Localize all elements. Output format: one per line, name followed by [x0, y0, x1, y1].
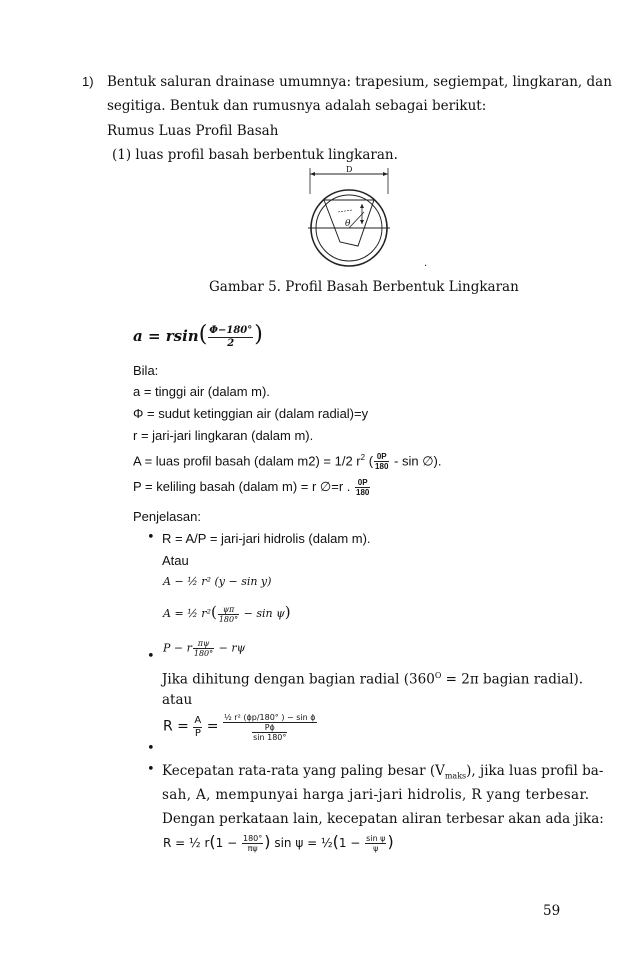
- subheading: Rumus Luas Profil Basah: [107, 123, 279, 139]
- bullet-4-line2: sah, A, mempunyai harga jari-jari hidrolis, R yang terbesar.: [162, 787, 590, 803]
- item1-line2: segitiga. Bentuk dan rumusnya adalah sebagai berikut:: [107, 98, 487, 114]
- figure-caption: Gambar 5. Profil Basah Berbentuk Lingkaran: [209, 279, 519, 295]
- bullet-1-text: R = A/P = jari-jari hidrolis (dalam m).: [162, 531, 371, 546]
- radial-text-main: Jika dihitung dengan bagian radial (360: [162, 671, 435, 688]
- formula-a-num: Φ−180°: [209, 324, 253, 336]
- bullet-4-sub: maks: [444, 771, 467, 781]
- def-A-num: 0P: [374, 452, 389, 462]
- eq-5-b: sin ψ = ½: [274, 836, 333, 850]
- sub-item-1: (1) luas profil basah berbentuk lingkaran.: [112, 147, 398, 163]
- def-P-num: 0P: [355, 478, 370, 488]
- eq-5-den2: ψ: [373, 844, 379, 853]
- angle-label: θ: [345, 219, 351, 229]
- radial-sup: O: [434, 671, 442, 680]
- eq-4-bot-num: Pϕ: [252, 723, 287, 733]
- eq-4-bot-den: sin 180°: [253, 733, 287, 742]
- def-A-tail: - sin ∅).: [394, 453, 442, 469]
- bullet-3: •: [147, 741, 155, 756]
- atau-1: Atau: [162, 553, 189, 568]
- def-P-den: 180: [356, 488, 370, 498]
- bullet-4-line1-a: Kecepatan rata-rata yang paling besar (V: [162, 763, 445, 779]
- eq-2-lhs: A = ½ r²: [163, 607, 211, 620]
- eq-5: R = ½ r(1 − $\frac{180^\circ}{\pi\psi}$ ) sin ψ = ½(1 − $\frac{\text{sin ψ}}{\psi}$ ): [163, 832, 394, 853]
- eq-3-num: πψ: [193, 639, 214, 649]
- bullet-4-line1: [162, 762, 603, 786]
- radial-text: [162, 667, 583, 689]
- bullet-1: •: [147, 530, 155, 545]
- radial-tail: = 2π bagian radial).: [445, 671, 584, 688]
- def-A-text: A = luas profil basah (dalam m2) = 1/2 r: [133, 453, 361, 469]
- eq-5-a: R = ½ r: [163, 836, 210, 850]
- atau-2: atau: [162, 692, 193, 708]
- formula-a: a = rsin( $\frac{\Phi-180^\circ}{2}$ ): [133, 322, 263, 349]
- eq-2-num: ψπ: [218, 605, 239, 615]
- def-A: [133, 449, 441, 471]
- def-A-open: (: [368, 453, 374, 469]
- eq-1: A − ½ r² (y − sin y): [163, 575, 272, 588]
- formula-a-den: 2: [227, 337, 235, 349]
- bullet-2: •: [147, 649, 155, 664]
- eq-3: [163, 639, 245, 658]
- figure-dot: .: [424, 258, 428, 269]
- bullet-4-line3: Dengan perkataan lain, kecepatan aliran terbesar akan ada jika:: [162, 811, 604, 827]
- penjelasan-title: Penjelasan:: [133, 509, 201, 524]
- formula-a-lhs: a = rsin: [133, 327, 199, 345]
- item1-line1: Bentuk saluran drainase umumnya: trapesium, segiempat, lingkaran, dan: [107, 74, 612, 90]
- def-r: r = jari-jari lingkaran (dalam m).: [133, 428, 314, 443]
- eq-2-den: 180°: [218, 614, 239, 624]
- diameter-label: D: [346, 165, 353, 174]
- eq-4: R = $\frac{A}{P}$ = $\frac{\text{½ r² (ϕp/180° ) − sin ϕ}}{\frac{P\phi}{\sin 180^\circ}}$: [163, 713, 316, 742]
- def-P-text: P = keliling basah (dalam m) = r ∅=r .: [133, 479, 351, 494]
- eq-2: A = ½ r²( $\frac{\psi\pi}{180^\circ}$ − sin ψ): [163, 603, 291, 624]
- eq-4-top: ½ r² (ϕp/180° ) − sin ϕ: [224, 713, 316, 722]
- bullet-4: •: [147, 762, 155, 777]
- page-number: 59: [543, 903, 561, 919]
- list-number: 1): [82, 74, 94, 89]
- eq-4-P: P: [194, 728, 201, 739]
- eq-3-den: 180°: [193, 649, 214, 658]
- eq-5-num1: 180°: [242, 834, 263, 843]
- def-P: [133, 478, 371, 497]
- def-a: a = tinggi air (dalam m).: [133, 384, 270, 399]
- def-A-sup: 2: [360, 453, 366, 462]
- eq-5-den1: πψ: [247, 844, 258, 853]
- eq-3-lhs: P − r: [163, 641, 192, 655]
- def-A-den: 180: [375, 462, 389, 472]
- def-phi: Φ = sudut ketinggian air (dalam radial)=y: [133, 406, 369, 421]
- eq-4-lhs: R =: [163, 718, 189, 735]
- eq-5-num2: sin ψ: [366, 834, 386, 843]
- eq-3-tail: − rψ: [218, 641, 246, 655]
- bullet-4-line1-b: ), jika luas profil ba-: [466, 763, 604, 779]
- bila-label: Bila:: [133, 363, 159, 378]
- eq-2-tail: − sin ψ: [243, 607, 285, 620]
- circle-profile-figure: [300, 164, 400, 268]
- eq-4-A: A: [194, 715, 202, 726]
